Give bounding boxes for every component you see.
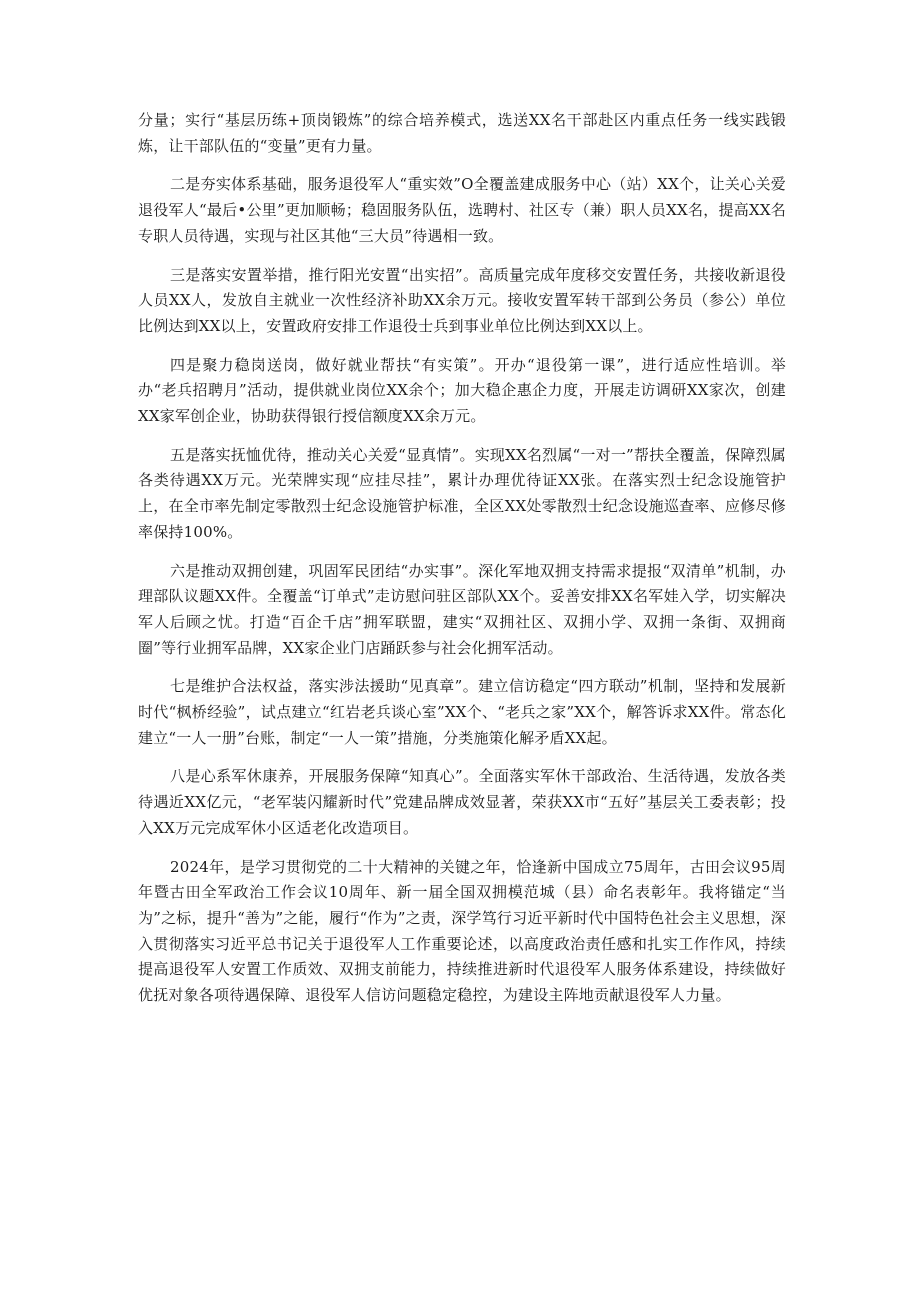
paragraph-continuation: 分量；实行“基层历练+顶岗锻炼”的综合培养模式，选送XX名干部赴区内重点任务一线实践锻炼，让干部队伍的“变量”更有力量。 bbox=[138, 111, 786, 155]
paragraph-pension: 五是落实抚恤优待，推动关心关爱“显真情”。实现XX名烈属“一对一”帮扶全覆盖，保障烈属各类待遇XX万元。光荣牌实现“应挂尽挂”，累计办理优待证XX张。在落实烈士纪念设施管护上，在全市率先制定零散烈士纪念设施管护标准，全区XX处零散烈士纪念设施巡查率、应修尽修率保持100%。 bbox=[138, 445, 786, 541]
paragraph-double-support: 六是推动双拥创建，巩固军民团结“办实事”。深化军地双拥支持需求提报“双清单”机制，办理部队议题XX件。全覆盖“订单式”走访慰问驻区部队XX个。妥善安排XX名军娃入学，切实解决军人后顾之忧。打造“百企千店”拥军联盟，建实“双拥社区、双拥小学、双拥一条街、双拥商圈”等行业拥军品牌，XX家企业门店踊跃参与社会化拥军活动。 bbox=[138, 561, 786, 657]
paragraph-placement: 三是落实安置举措，推行阳光安置“出实招”。高质量完成年度移交安置任务，共接收新退役人员XX人，发放自主就业一次性经济补助XX余万元。接收安置军转干部到公务员（参公）单位比例达到XX以上，安置政府安排工作退役士兵到事业单位比例达到XX以上。 bbox=[138, 265, 786, 335]
document-page bbox=[138, 108, 786, 1022]
paragraph-legal-rights: 七是维护合法权益，落实涉法援助“见真章”。建立信访稳定“四方联动”机制，坚持和发展新时代“枫桥经验”，试点建立“红岩老兵谈心室”XX个、“老兵之家”XX个，解答诉求XX件。常态化建立“一人一册”台账，制定“一人一策”措施，分类施策化解矛盾XX起。 bbox=[138, 677, 786, 747]
paragraph-2024-outlook: 2024年，是学习贯彻党的二十大精神的关键之年，恰逢新中国成立75周年，古田会议95周年暨古田全军政治工作会议10周年、新一届全国双拥模范城（县）命名表彰年。我将锚定“当为”之标，提升“善为”之能，履行“作为”之责，深学笃行习近平新时代中国特色社会主义思想，深入贯彻落实习近平总书记关于退役军人工作重要论述，以高度政治责任感和扎实工作作风，持续提高退役军人安置工作质效、双拥支前能力，持续推进新时代退役军人服务体系建设，持续做好优抚对象各项待遇保障、退役军人信访问题稳定稳控，为建设主阵地贡献退役军人力量。 bbox=[138, 857, 786, 1005]
paragraph-service-system: 二是夯实体系基础，服务退役军人“重实效”O全覆盖建成服务中心（站）XX个，让关心关爱退役军人“最后•公里”更加顺畅；稳固服务队伍，选聘村、社区专（兼）职人员XX名，提高XX名专职人员待遇，实现与社区其他“三大员”待遇相一致。 bbox=[138, 175, 786, 245]
paragraph-retired-cadres: 八是心系军休康养，开展服务保障“知真心”。全面落实军休干部政治、生活待遇，发放各类待遇近XX亿元，“老军装闪耀新时代”党建品牌成效显著，荣获XX市“五好”基层关工委表彰；投入XX万元完成军休小区适老化改造项目。 bbox=[138, 767, 786, 837]
paragraph-employment: 四是聚力稳岗送岗，做好就业帮扶“有实策”。开办“退役第一课”，进行适应性培训。举办“老兵招聘月”活动，提供就业岗位XX余个；加大稳企惠企力度，开展走访调研XX家次，创建XX家军创企业，协助获得银行授信额度XX余万元。 bbox=[138, 355, 786, 426]
